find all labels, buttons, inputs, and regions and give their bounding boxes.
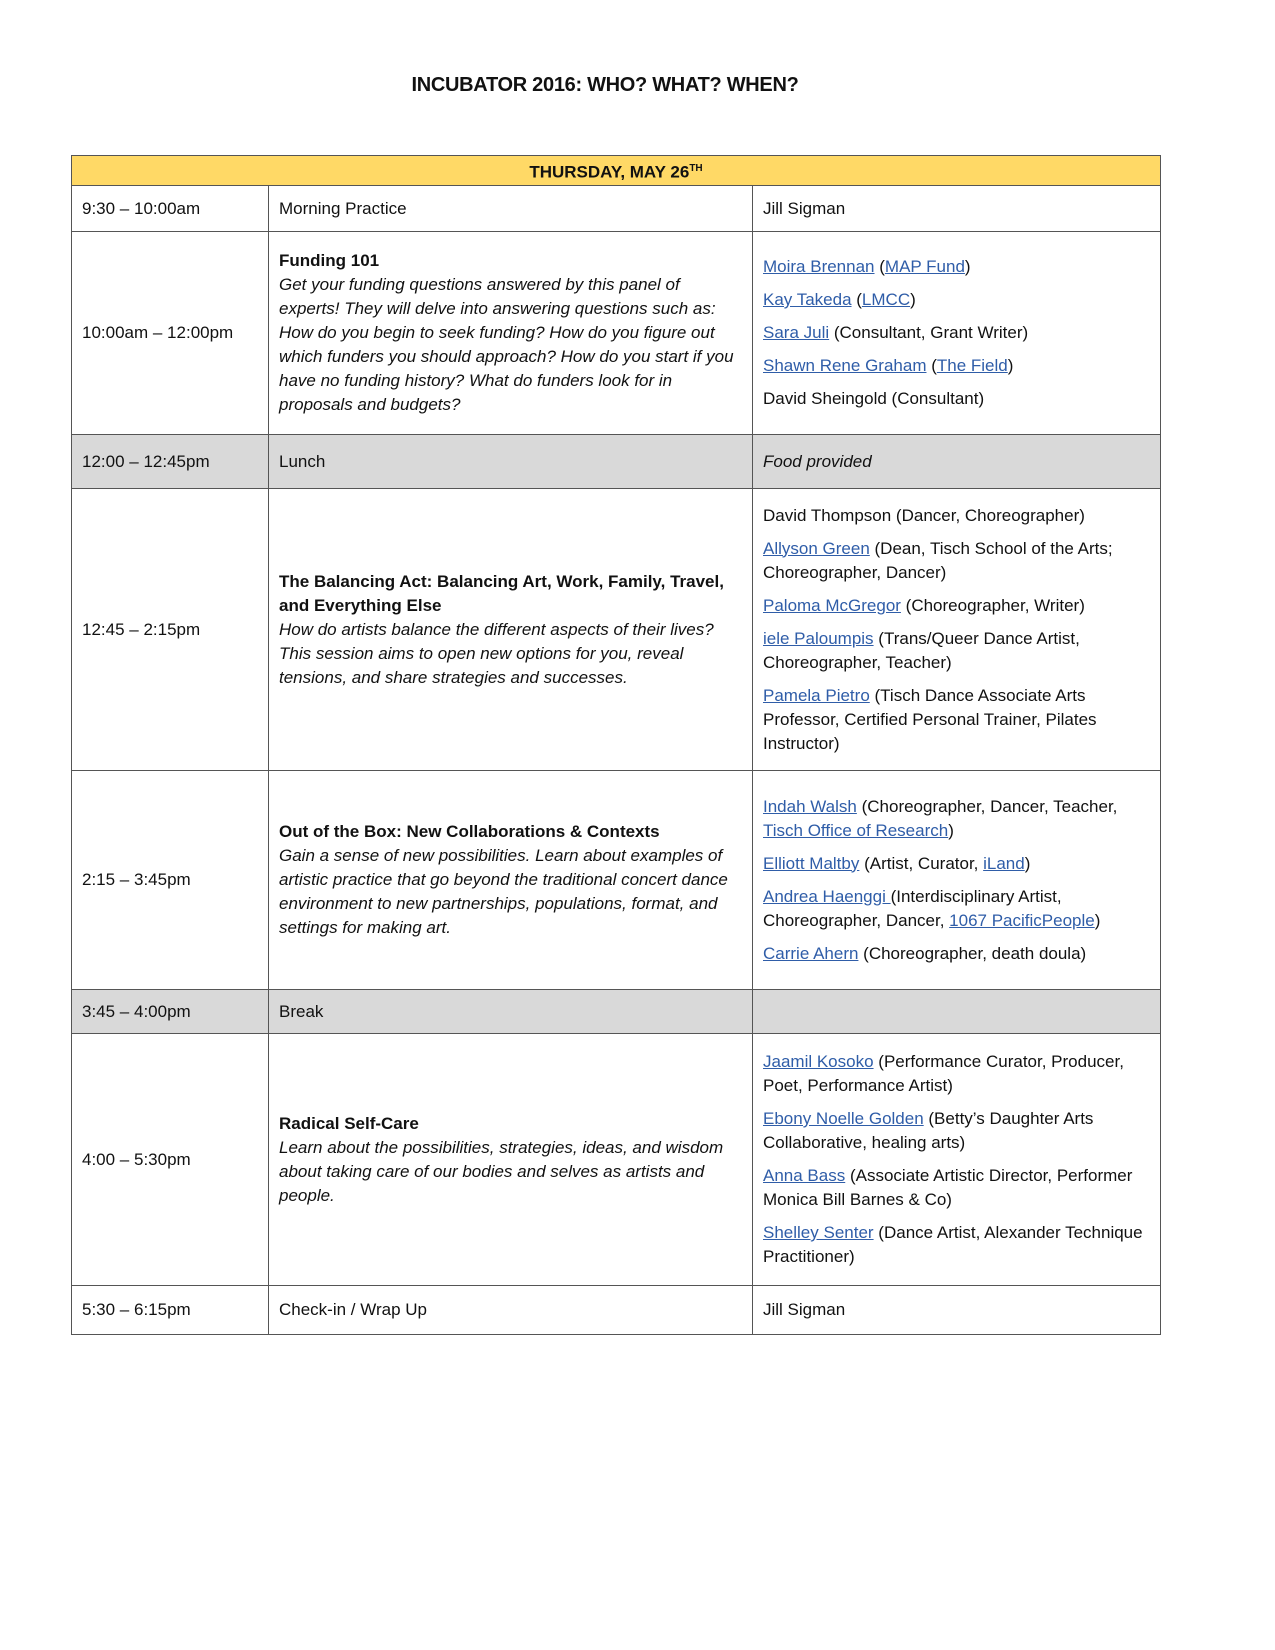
- time-cell: 12:45 – 2:15pm: [72, 489, 269, 771]
- presenter-affiliation: (Choreographer, Writer): [900, 595, 1085, 615]
- presenter-affiliation: ): [964, 257, 971, 276]
- presenter-affiliation: (Performance Curator, Producer, Poet, Performance Artist): [763, 1052, 1124, 1095]
- document-title: INCUBATOR 2016: WHO? WHAT? WHEN?: [411, 74, 799, 96]
- organization-link[interactable]: Tisch Office of Research: [763, 820, 949, 840]
- presenter-name-link[interactable]: Ebony Noelle Golden: [763, 1109, 924, 1128]
- presenter-name-link[interactable]: Allyson Green: [763, 538, 870, 558]
- session-cell: [269, 771, 753, 990]
- presenter-affiliation: ): [1094, 910, 1101, 930]
- session-description: Learn about the possibilities, strategies, ideas, and wisdom about taking care of our bodies and selves as artists and people.: [279, 1137, 724, 1205]
- session-cell: [269, 232, 753, 435]
- presenter-text: David Thompson (Dancer, Choreographer): [763, 505, 1085, 525]
- people-cell: [753, 1034, 1161, 1286]
- schedule-row: [72, 489, 1161, 771]
- session-title: Radical Self-Care: [279, 1113, 419, 1133]
- presenter-name-link[interactable]: Paloma McGregor: [763, 595, 901, 615]
- who-cell: [753, 990, 1161, 1034]
- time-cell: 9:30 – 10:00am: [72, 186, 269, 232]
- schedule-row: [72, 1034, 1161, 1286]
- session-cell: [269, 1034, 753, 1286]
- presenter-affiliation: (: [926, 356, 937, 375]
- presenter-affiliation: ): [1007, 356, 1014, 375]
- presenter-entry: [763, 1164, 1150, 1212]
- presenter-name-link[interactable]: iele Paloumpis: [763, 628, 874, 648]
- presenter-name-link[interactable]: Sara Juli: [763, 323, 830, 342]
- activity-cell: Morning Practice: [269, 186, 753, 232]
- people-cell: [753, 489, 1161, 771]
- presenter-name-link[interactable]: Pamela Pietro: [763, 685, 870, 705]
- time-cell: 2:15 – 3:45pm: [72, 771, 269, 990]
- presenter-affiliation: (Dance Artist, Alexander Technique Practitioner): [763, 1223, 1143, 1266]
- presenter-affiliation: (Tisch Dance Associate Arts Professor, Certified Personal Trainer, Pilates Instructor): [763, 685, 1097, 753]
- organization-link[interactable]: The Field: [936, 356, 1008, 375]
- presenter-entry: [763, 627, 1150, 675]
- schedule-row: [72, 435, 1161, 489]
- presenter-name-link[interactable]: Moira Brennan: [763, 257, 875, 276]
- session-description: Get your funding questions answered by this panel of experts! They will delve into answering questions such as: How do you begin to seek funding? How do you figure out which funders you should approach? How do you start if you have no funding history? What do funders look for in proposals and budgets?: [279, 275, 734, 414]
- presenter-entry: [763, 1050, 1150, 1098]
- presenter-affiliation: ): [910, 290, 916, 309]
- organization-link[interactable]: LMCC: [861, 290, 911, 309]
- activity-cell: Lunch: [269, 435, 753, 489]
- presenter-affiliation: ): [1024, 853, 1031, 873]
- presenter-entry: [763, 684, 1150, 756]
- activity-cell: Check-in / Wrap Up: [269, 1286, 753, 1335]
- schedule-table: [71, 155, 1161, 1335]
- session-description: How do artists balance the different aspects of their lives? This session aims to open new options for you, reveal tensions, and share strategies and successes.: [279, 619, 714, 687]
- presenter-entry: [763, 1107, 1150, 1155]
- presenter-affiliation: (Interdisciplinary Artist, Choreographer, Dancer,: [763, 886, 1062, 930]
- time-cell: 4:00 – 5:30pm: [72, 1034, 269, 1286]
- organization-link[interactable]: iLand: [983, 853, 1025, 873]
- organization-link[interactable]: 1067 PacificPeople: [949, 910, 1095, 930]
- people-cell: [753, 232, 1161, 435]
- time-cell: 3:45 – 4:00pm: [72, 990, 269, 1034]
- presenter-name-link[interactable]: Shelley Senter: [763, 1223, 874, 1242]
- day-header: THURSDAY, MAY 26TH: [72, 156, 1161, 186]
- presenter-name-link[interactable]: Indah Walsh: [763, 796, 857, 816]
- presenter-entry: [763, 1221, 1150, 1269]
- presenter-affiliation: (Artist, Curator,: [859, 853, 984, 873]
- time-cell: 10:00am – 12:00pm: [72, 232, 269, 435]
- presenter-affiliation: ): [948, 820, 954, 840]
- presenter-affiliation: (Dean, Tisch School of the Arts; Choreographer, Dancer): [763, 538, 1113, 582]
- presenter-affiliation: (Trans/Queer Dance Artist, Choreographer, Teacher): [763, 628, 1080, 672]
- who-cell: Jill Sigman: [753, 1286, 1161, 1335]
- time-cell: 5:30 – 6:15pm: [72, 1286, 269, 1335]
- presenter-affiliation: (Associate Artistic Director, Performer Monica Bill Barnes & Co): [763, 1166, 1133, 1209]
- day-header-row: [72, 156, 1161, 186]
- presenter-entry: [763, 594, 1150, 618]
- organization-link[interactable]: MAP Fund: [884, 257, 965, 276]
- presenter-affiliation: (: [874, 257, 885, 276]
- presenter-affiliation: (Choreographer, Dancer, Teacher,: [856, 796, 1118, 816]
- schedule-row: [72, 1286, 1161, 1335]
- time-cell: 12:00 – 12:45pm: [72, 435, 269, 489]
- presenter-name-link[interactable]: Carrie Ahern: [763, 943, 859, 963]
- presenter-name-link[interactable]: Anna Bass: [763, 1166, 846, 1185]
- session-cell: [269, 489, 753, 771]
- presenter-name-link[interactable]: Jaamil Kosoko: [763, 1052, 874, 1071]
- presenter-affiliation: (: [851, 290, 862, 309]
- presenter-entry: [763, 321, 1150, 345]
- presenter-entry: [763, 852, 1150, 876]
- session-title: Funding 101: [279, 251, 380, 270]
- session-description: Gain a sense of new possibilities. Learn about examples of artistic practice that go beyond the traditional concert dance environment to new partnerships, populations, format, and settings for making art.: [279, 846, 728, 937]
- presenter-name-link[interactable]: Kay Takeda: [763, 290, 852, 309]
- presenter-affiliation: (Consultant, Grant Writer): [829, 323, 1029, 342]
- presenter-affiliation: (Choreographer, death doula): [858, 943, 1087, 963]
- presenter-entry: [763, 795, 1150, 843]
- people-cell: [753, 771, 1161, 990]
- presenter-text: David Sheingold (Consultant): [763, 389, 985, 408]
- who-cell: Food provided: [753, 435, 1161, 489]
- presenter-entry: [763, 942, 1150, 966]
- presenter-entry: [763, 387, 1150, 411]
- presenter-name-link[interactable]: Andrea Haenggi: [763, 886, 891, 906]
- schedule-row: [72, 186, 1161, 232]
- schedule-row: [72, 232, 1161, 435]
- who-cell: Jill Sigman: [753, 186, 1161, 232]
- schedule-row: [72, 771, 1161, 990]
- presenter-entry: [763, 537, 1150, 585]
- presenter-affiliation: (Betty’s Daughter Arts Collaborative, healing arts): [763, 1109, 1094, 1152]
- activity-cell: Break: [269, 990, 753, 1034]
- presenter-entry: [763, 288, 1150, 312]
- presenter-entry: [763, 885, 1150, 933]
- session-title: The Balancing Act: Balancing Art, Work, Family, Travel, and Everything Else: [279, 571, 724, 615]
- presenter-entry: [763, 255, 1150, 279]
- presenter-entry: [763, 354, 1150, 378]
- presenter-entry: [763, 504, 1150, 528]
- presenter-name-link[interactable]: Elliott Maltby: [763, 853, 860, 873]
- schedule-row: [72, 990, 1161, 1034]
- session-title: Out of the Box: New Collaborations & Contexts: [279, 822, 660, 841]
- presenter-name-link[interactable]: Shawn Rene Graham: [763, 356, 927, 375]
